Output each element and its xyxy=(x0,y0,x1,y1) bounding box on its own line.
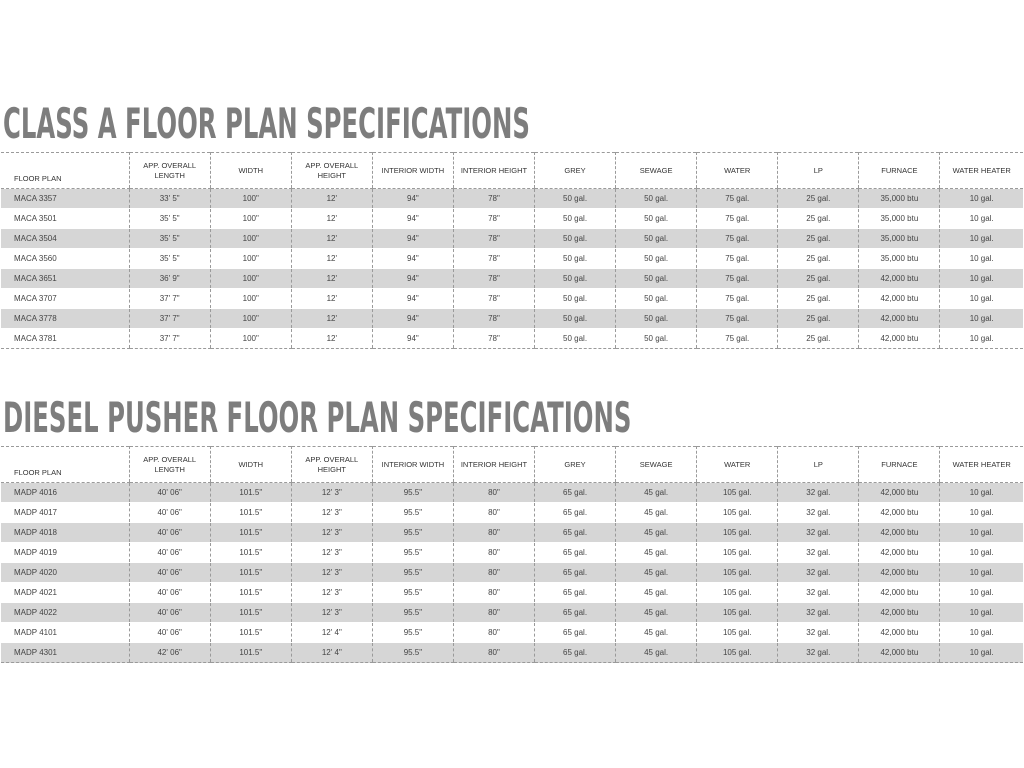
column-header: SEWAGE xyxy=(616,447,697,483)
floor-plan-cell: MACA 3707 xyxy=(1,289,129,309)
spec-cell: 40' 06" xyxy=(129,503,210,523)
spec-cell: 12' xyxy=(291,289,372,309)
column-header: WATER HEATER xyxy=(940,447,1023,483)
spec-cell: 105 gal. xyxy=(697,543,778,563)
table-body xyxy=(1,189,1023,349)
spec-cell: 12' 3" xyxy=(291,583,372,603)
spec-cell: 25 gal. xyxy=(778,209,859,229)
diesel-pusher-section xyxy=(0,392,1024,663)
floor-plan-cell: MACA 3781 xyxy=(1,329,129,349)
spec-cell: 94" xyxy=(372,189,453,209)
spec-cell: 78" xyxy=(453,229,534,249)
spec-cell: 95.5" xyxy=(372,523,453,543)
table-row xyxy=(1,309,1023,329)
spec-cell: 42,000 btu xyxy=(859,289,940,309)
spec-cell: 80" xyxy=(453,483,534,503)
spec-cell: 12' 3" xyxy=(291,543,372,563)
spec-cell: 65 gal. xyxy=(535,543,616,563)
spec-cell: 78" xyxy=(453,269,534,289)
spec-cell: 95.5" xyxy=(372,643,453,663)
spec-cell: 50 gal. xyxy=(535,309,616,329)
spec-cell: 50 gal. xyxy=(535,249,616,269)
spec-cell: 25 gal. xyxy=(778,229,859,249)
spec-cell: 40' 06" xyxy=(129,543,210,563)
spec-cell: 75 gal. xyxy=(697,189,778,209)
spec-cell: 50 gal. xyxy=(535,229,616,249)
column-header: WATER xyxy=(697,447,778,483)
spec-cell: 45 gal. xyxy=(616,583,697,603)
spec-cell: 10 gal. xyxy=(940,543,1023,563)
spec-cell: 32 gal. xyxy=(778,503,859,523)
column-header: INTERIOR WIDTH xyxy=(372,447,453,483)
spec-cell: 40' 06" xyxy=(129,523,210,543)
spec-cell: 10 gal. xyxy=(940,523,1023,543)
spec-cell: 40' 06" xyxy=(129,563,210,583)
spec-cell: 50 gal. xyxy=(616,249,697,269)
spec-cell: 65 gal. xyxy=(535,583,616,603)
spec-cell: 80" xyxy=(453,623,534,643)
spec-cell: 94" xyxy=(372,289,453,309)
spec-cell: 10 gal. xyxy=(940,229,1023,249)
spec-cell: 12' 3" xyxy=(291,603,372,623)
spec-cell: 80" xyxy=(453,503,534,523)
spec-cell: 100" xyxy=(210,189,291,209)
spec-cell: 105 gal. xyxy=(697,503,778,523)
spec-cell: 12' xyxy=(291,229,372,249)
table-row xyxy=(1,229,1023,249)
spec-cell: 10 gal. xyxy=(940,603,1023,623)
spec-cell: 12' xyxy=(291,249,372,269)
floor-plan-cell: MACA 3560 xyxy=(1,249,129,269)
spec-cell: 35' 5" xyxy=(129,249,210,269)
spec-cell: 42,000 btu xyxy=(859,623,940,643)
spec-cell: 45 gal. xyxy=(616,563,697,583)
spec-cell: 32 gal. xyxy=(778,523,859,543)
spec-cell: 95.5" xyxy=(372,603,453,623)
spec-cell: 94" xyxy=(372,329,453,349)
spec-cell: 10 gal. xyxy=(940,643,1023,663)
table-row xyxy=(1,209,1023,229)
spec-cell: 10 gal. xyxy=(940,289,1023,309)
spec-cell: 78" xyxy=(453,309,534,329)
spec-cell: 37' 7" xyxy=(129,309,210,329)
spec-cell: 25 gal. xyxy=(778,309,859,329)
spec-cell: 40' 06" xyxy=(129,483,210,503)
spec-cell: 75 gal. xyxy=(697,329,778,349)
spec-cell: 35' 5" xyxy=(129,229,210,249)
spec-cell: 75 gal. xyxy=(697,209,778,229)
spec-cell: 105 gal. xyxy=(697,483,778,503)
spec-cell: 75 gal. xyxy=(697,269,778,289)
spec-cell: 42,000 btu xyxy=(859,269,940,289)
column-header: GREY xyxy=(535,447,616,483)
spec-cell: 75 gal. xyxy=(697,249,778,269)
spec-cell: 94" xyxy=(372,269,453,289)
spec-cell: 101.5" xyxy=(210,583,291,603)
spec-cell: 65 gal. xyxy=(535,503,616,523)
spec-cell: 100" xyxy=(210,229,291,249)
spec-cell: 101.5" xyxy=(210,483,291,503)
column-header: FLOOR PLAN xyxy=(1,447,129,483)
spec-cell: 50 gal. xyxy=(616,209,697,229)
table-row xyxy=(1,623,1023,643)
spec-cell: 95.5" xyxy=(372,583,453,603)
spec-cell: 42,000 btu xyxy=(859,563,940,583)
spec-cell: 10 gal. xyxy=(940,563,1023,583)
spec-cell: 10 gal. xyxy=(940,209,1023,229)
spec-cell: 78" xyxy=(453,189,534,209)
spec-cell: 65 gal. xyxy=(535,563,616,583)
spec-cell: 80" xyxy=(453,583,534,603)
spec-cell: 100" xyxy=(210,249,291,269)
diesel-pusher-spec-table xyxy=(1,446,1023,663)
spec-cell: 94" xyxy=(372,229,453,249)
class-a-section xyxy=(0,98,1024,349)
spec-cell: 50 gal. xyxy=(616,329,697,349)
spec-cell: 12' xyxy=(291,309,372,329)
spec-cell: 10 gal. xyxy=(940,583,1023,603)
floor-plan-cell: MACA 3778 xyxy=(1,309,129,329)
spec-cell: 50 gal. xyxy=(616,189,697,209)
spec-cell: 45 gal. xyxy=(616,503,697,523)
spec-cell: 45 gal. xyxy=(616,603,697,623)
spec-cell: 105 gal. xyxy=(697,643,778,663)
spec-cell: 100" xyxy=(210,289,291,309)
spec-cell: 50 gal. xyxy=(535,289,616,309)
floor-plan-cell: MACA 3501 xyxy=(1,209,129,229)
spec-cell: 12' xyxy=(291,189,372,209)
spec-cell: 65 gal. xyxy=(535,523,616,543)
spec-cell: 35,000 btu xyxy=(859,209,940,229)
spec-cell: 94" xyxy=(372,209,453,229)
spec-cell: 50 gal. xyxy=(616,289,697,309)
diesel-pusher-title: DIESEL PUSHER FLOOR PLAN SPECIFICATIONS xyxy=(3,393,632,442)
table-row xyxy=(1,483,1023,503)
floor-plan-cell: MADP 4020 xyxy=(1,563,129,583)
table-row xyxy=(1,543,1023,563)
column-header: WATER HEATER xyxy=(940,153,1023,189)
column-header: INTERIOR HEIGHT xyxy=(453,447,534,483)
spec-cell: 35,000 btu xyxy=(859,229,940,249)
class-a-title: CLASS A FLOOR PLAN SPECIFICATIONS xyxy=(3,99,530,148)
spec-cell: 78" xyxy=(453,329,534,349)
spec-cell: 105 gal. xyxy=(697,523,778,543)
spec-cell: 12' 3" xyxy=(291,523,372,543)
column-header: SEWAGE xyxy=(616,153,697,189)
spec-cell: 80" xyxy=(453,523,534,543)
spec-cell: 32 gal. xyxy=(778,543,859,563)
spec-cell: 50 gal. xyxy=(616,229,697,249)
spec-cell: 95.5" xyxy=(372,543,453,563)
spec-cell: 36' 9" xyxy=(129,269,210,289)
column-header: APP. OVERALL LENGTH xyxy=(129,153,210,189)
spec-cell: 12' 3" xyxy=(291,563,372,583)
spec-cell: 32 gal. xyxy=(778,643,859,663)
table-header xyxy=(1,447,1023,483)
spec-cell: 42,000 btu xyxy=(859,309,940,329)
spec-cell: 65 gal. xyxy=(535,623,616,643)
spec-cell: 42,000 btu xyxy=(859,543,940,563)
spec-cell: 100" xyxy=(210,269,291,289)
spec-cell: 32 gal. xyxy=(778,583,859,603)
spec-cell: 101.5" xyxy=(210,623,291,643)
spec-cell: 45 gal. xyxy=(616,523,697,543)
spec-cell: 25 gal. xyxy=(778,329,859,349)
spec-cell: 65 gal. xyxy=(535,603,616,623)
table-row xyxy=(1,269,1023,289)
spec-cell: 80" xyxy=(453,543,534,563)
table-body xyxy=(1,483,1023,663)
column-header: LP xyxy=(778,447,859,483)
column-header: FLOOR PLAN xyxy=(1,153,129,189)
spec-cell: 37' 7" xyxy=(129,289,210,309)
floor-plan-cell: MADP 4017 xyxy=(1,503,129,523)
spec-cell: 95.5" xyxy=(372,623,453,643)
column-header: APP. OVERALL LENGTH xyxy=(129,447,210,483)
floor-plan-cell: MADP 4019 xyxy=(1,543,129,563)
spec-cell: 105 gal. xyxy=(697,583,778,603)
spec-cell: 42,000 btu xyxy=(859,503,940,523)
spec-cell: 100" xyxy=(210,329,291,349)
table-header xyxy=(1,153,1023,189)
spec-cell: 105 gal. xyxy=(697,603,778,623)
spec-cell: 75 gal. xyxy=(697,289,778,309)
column-header: WIDTH xyxy=(210,447,291,483)
table-row xyxy=(1,563,1023,583)
spec-cell: 32 gal. xyxy=(778,623,859,643)
spec-cell: 32 gal. xyxy=(778,563,859,583)
spec-cell: 25 gal. xyxy=(778,269,859,289)
spec-cell: 78" xyxy=(453,249,534,269)
floor-plan-cell: MADP 4016 xyxy=(1,483,129,503)
spec-cell: 12' xyxy=(291,209,372,229)
table-row xyxy=(1,503,1023,523)
column-header: WIDTH xyxy=(210,153,291,189)
spec-cell: 12' 4" xyxy=(291,623,372,643)
table-row xyxy=(1,189,1023,209)
spec-cell: 10 gal. xyxy=(940,269,1023,289)
column-header: APP. OVERALL HEIGHT xyxy=(291,153,372,189)
spec-cell: 100" xyxy=(210,209,291,229)
spec-cell: 25 gal. xyxy=(778,249,859,269)
spec-cell: 50 gal. xyxy=(616,309,697,329)
spec-cell: 105 gal. xyxy=(697,563,778,583)
spec-cell: 42,000 btu xyxy=(859,603,940,623)
spec-cell: 101.5" xyxy=(210,563,291,583)
column-header: INTERIOR WIDTH xyxy=(372,153,453,189)
spec-cell: 12' 3" xyxy=(291,503,372,523)
spec-cell: 42,000 btu xyxy=(859,523,940,543)
spec-cell: 50 gal. xyxy=(616,269,697,289)
floor-plan-cell: MADP 4301 xyxy=(1,643,129,663)
floor-plan-cell: MADP 4022 xyxy=(1,603,129,623)
column-header: LP xyxy=(778,153,859,189)
header-row xyxy=(1,447,1023,483)
spec-cell: 42,000 btu xyxy=(859,329,940,349)
spec-cell: 50 gal. xyxy=(535,329,616,349)
spec-cell: 32 gal. xyxy=(778,603,859,623)
spec-cell: 45 gal. xyxy=(616,643,697,663)
spec-cell: 65 gal. xyxy=(535,643,616,663)
spec-cell: 95.5" xyxy=(372,503,453,523)
column-header: GREY xyxy=(535,153,616,189)
column-header: FURNACE xyxy=(859,447,940,483)
spec-cell: 25 gal. xyxy=(778,289,859,309)
table-row xyxy=(1,329,1023,349)
spec-cell: 100" xyxy=(210,309,291,329)
column-header: FURNACE xyxy=(859,153,940,189)
spec-cell: 101.5" xyxy=(210,523,291,543)
spec-cell: 10 gal. xyxy=(940,329,1023,349)
spec-cell: 40' 06" xyxy=(129,603,210,623)
spec-cell: 35,000 btu xyxy=(859,249,940,269)
table-row xyxy=(1,643,1023,663)
spec-cell: 40' 06" xyxy=(129,583,210,603)
floor-plan-cell: MACA 3651 xyxy=(1,269,129,289)
spec-cell: 10 gal. xyxy=(940,503,1023,523)
spec-cell: 37' 7" xyxy=(129,329,210,349)
spec-cell: 10 gal. xyxy=(940,309,1023,329)
spec-cell: 35,000 btu xyxy=(859,189,940,209)
spec-cell: 45 gal. xyxy=(616,543,697,563)
spec-cell: 101.5" xyxy=(210,503,291,523)
spec-cell: 80" xyxy=(453,603,534,623)
spec-cell: 101.5" xyxy=(210,643,291,663)
spec-cell: 10 gal. xyxy=(940,189,1023,209)
column-header: INTERIOR HEIGHT xyxy=(453,153,534,189)
spec-cell: 25 gal. xyxy=(778,189,859,209)
spec-cell: 42,000 btu xyxy=(859,643,940,663)
spec-cell: 42,000 btu xyxy=(859,583,940,603)
spec-cell: 78" xyxy=(453,209,534,229)
floor-plan-cell: MADP 4021 xyxy=(1,583,129,603)
spec-cell: 10 gal. xyxy=(940,623,1023,643)
spec-cell: 12' xyxy=(291,329,372,349)
table-row xyxy=(1,603,1023,623)
spec-cell: 35' 5" xyxy=(129,209,210,229)
column-header: APP. OVERALL HEIGHT xyxy=(291,447,372,483)
spec-cell: 80" xyxy=(453,563,534,583)
spec-cell: 95.5" xyxy=(372,483,453,503)
spec-cell: 65 gal. xyxy=(535,483,616,503)
floor-plan-cell: MADP 4018 xyxy=(1,523,129,543)
spec-cell: 10 gal. xyxy=(940,483,1023,503)
spec-cell: 32 gal. xyxy=(778,483,859,503)
spec-cell: 50 gal. xyxy=(535,269,616,289)
spec-cell: 101.5" xyxy=(210,543,291,563)
spec-cell: 42,000 btu xyxy=(859,483,940,503)
spec-cell: 75 gal. xyxy=(697,229,778,249)
floor-plan-cell: MACA 3357 xyxy=(1,189,129,209)
spec-cell: 12' xyxy=(291,269,372,289)
spec-cell: 75 gal. xyxy=(697,309,778,329)
spec-cell: 33' 5" xyxy=(129,189,210,209)
spec-cell: 94" xyxy=(372,249,453,269)
table-row xyxy=(1,523,1023,543)
spec-cell: 78" xyxy=(453,289,534,309)
table-row xyxy=(1,289,1023,309)
spec-cell: 12' 4" xyxy=(291,643,372,663)
spec-cell: 50 gal. xyxy=(535,209,616,229)
spec-cell: 42' 06" xyxy=(129,643,210,663)
spec-cell: 45 gal. xyxy=(616,623,697,643)
spec-cell: 45 gal. xyxy=(616,483,697,503)
spec-cell: 10 gal. xyxy=(940,249,1023,269)
spec-cell: 94" xyxy=(372,309,453,329)
spec-cell: 80" xyxy=(453,643,534,663)
spec-cell: 101.5" xyxy=(210,603,291,623)
column-header: WATER xyxy=(697,153,778,189)
class-a-spec-table xyxy=(1,152,1023,349)
floor-plan-cell: MACA 3504 xyxy=(1,229,129,249)
header-row xyxy=(1,153,1023,189)
spec-cell: 12' 3" xyxy=(291,483,372,503)
spec-cell: 50 gal. xyxy=(535,189,616,209)
table-row xyxy=(1,249,1023,269)
floor-plan-cell: MADP 4101 xyxy=(1,623,129,643)
spec-cell: 40' 06" xyxy=(129,623,210,643)
spec-cell: 95.5" xyxy=(372,563,453,583)
table-row xyxy=(1,583,1023,603)
spec-cell: 105 gal. xyxy=(697,623,778,643)
